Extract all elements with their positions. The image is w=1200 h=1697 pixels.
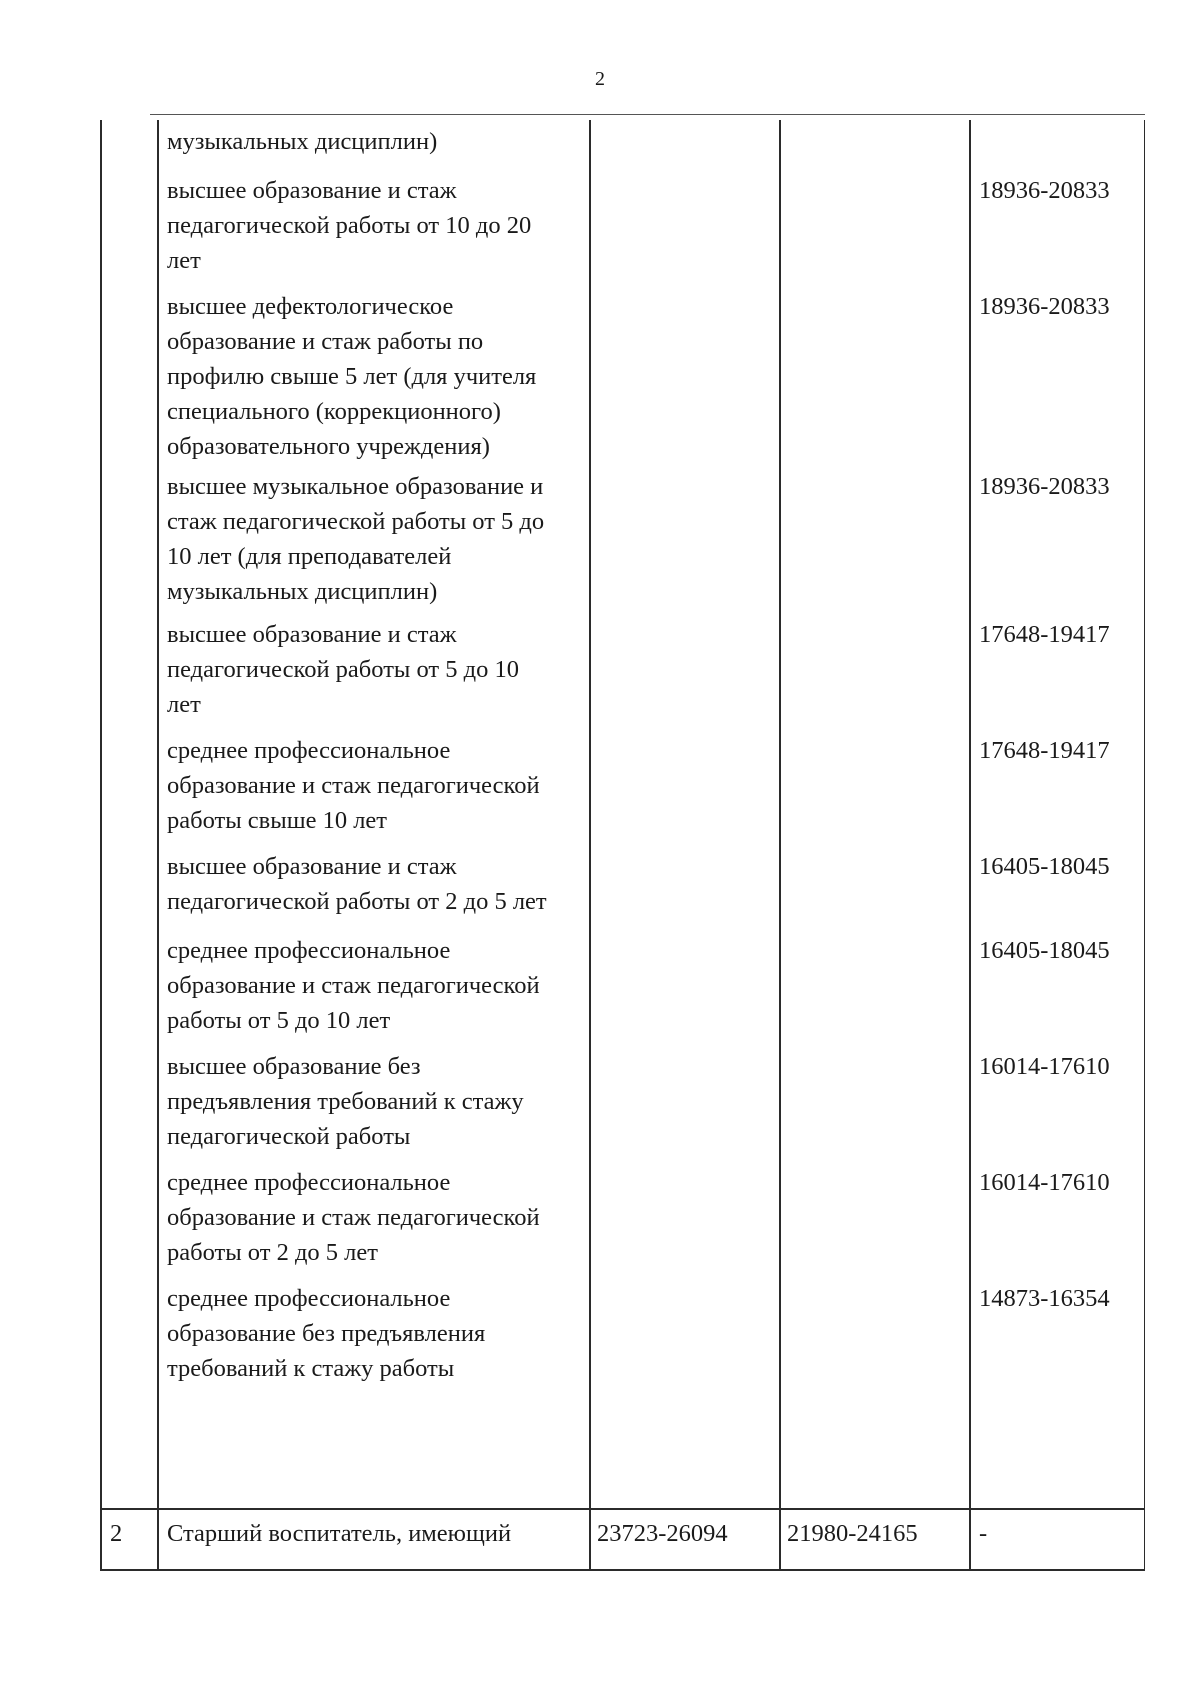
table-row-description: музыкальных дисциплин): [167, 128, 438, 155]
position-title: Старший воспитатель, имеющий: [167, 1520, 512, 1547]
column-divider: [969, 120, 971, 1571]
table-row-description: высшее образование и стаж педагогической работы от 10 до 20 лет: [167, 177, 532, 274]
table-row-salary-range: 16014-17610: [979, 1053, 1110, 1080]
salary-range-col5: -: [979, 1520, 988, 1547]
salary-table: [100, 120, 1145, 1571]
row-number: 2: [110, 1520, 123, 1547]
page-number: 2: [595, 68, 605, 90]
table-row-description: среднее профессиональное образование и стаж педагогической работы от 5 до 10 лет: [167, 937, 540, 1034]
table-row-description: высшее образование без предъявления требований к стажу педагогической работы: [167, 1053, 524, 1150]
table-row-salary-range: 16405-18045: [979, 937, 1110, 964]
column-divider: [589, 120, 591, 1571]
table-row-salary-range: 17648-19417: [979, 621, 1110, 648]
table-row-salary-range: 14873-16354: [979, 1285, 1110, 1312]
row-divider: [102, 1508, 1144, 1510]
column-divider: [779, 120, 781, 1571]
table-row-salary-range: 16014-17610: [979, 1169, 1110, 1196]
table-row-salary-range: 17648-19417: [979, 737, 1110, 764]
table-row-description: высшее образование и стаж педагогической работы от 2 до 5 лет: [167, 853, 547, 915]
table-row-description: высшее музыкальное образование и стаж педагогической работы от 5 до 10 лет (для преподавателей музыкальных дисциплин): [167, 473, 545, 605]
row-divider: [102, 1569, 1144, 1571]
table-row-description: среднее профессиональное образование без предъявления требований к стажу работы: [167, 1285, 486, 1382]
column-divider: [157, 120, 159, 1571]
table-top-rule: [150, 114, 1145, 115]
table-row-salary-range: 16405-18045: [979, 853, 1110, 880]
table-row-salary-range: 18936-20833: [979, 293, 1110, 320]
table-row-description: среднее профессиональное образование и стаж педагогической работы свыше 10 лет: [167, 737, 540, 834]
table-row-salary-range: 18936-20833: [979, 473, 1110, 500]
salary-range-col4: 21980-24165: [787, 1520, 918, 1547]
table-row-description: среднее профессиональное образование и стаж педагогической работы от 2 до 5 лет: [167, 1169, 540, 1266]
table-row-description: высшее образование и стаж педагогической работы от 5 до 10 лет: [167, 621, 519, 718]
salary-range-col3: 23723-26094: [597, 1520, 728, 1547]
table-row-salary-range: 18936-20833: [979, 177, 1110, 204]
table-row-description: высшее дефектологическое образование и стаж работы по профилю свыше 5 лет (для учителя специального (коррекционного) образовательного учреждения): [167, 293, 537, 460]
